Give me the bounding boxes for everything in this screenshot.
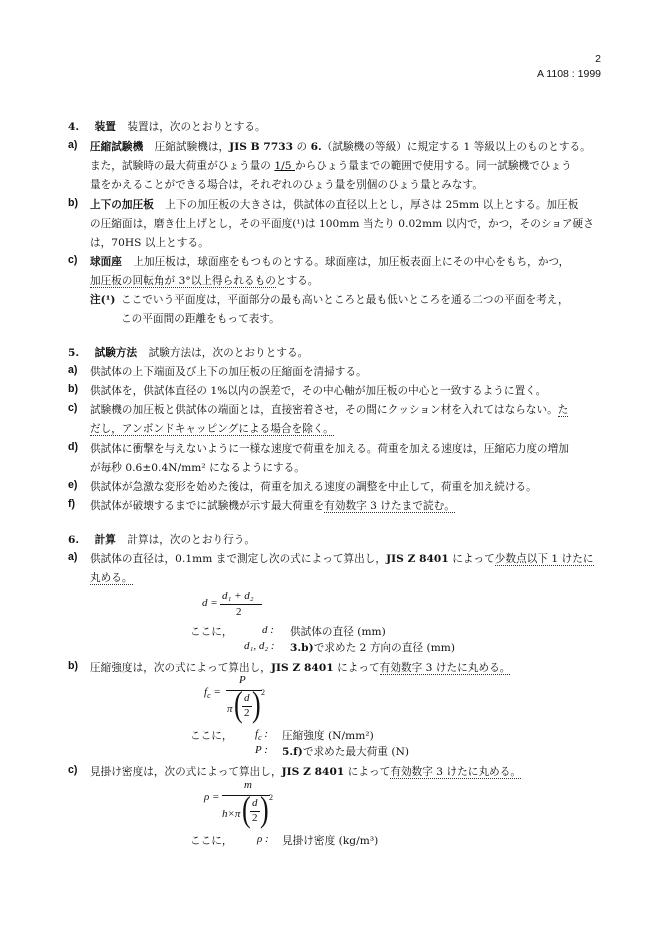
section-title: 装置	[94, 121, 116, 133]
text: 上加圧板は，球面座をもつものとする。球面座は，加圧板表面上にその中心をもち，かつ，	[133, 256, 570, 268]
variable-d1-d2: d₁, d₂ :	[244, 640, 275, 652]
colon: :	[261, 728, 269, 740]
section-4-heading	[68, 119, 266, 134]
item-title: 球面座	[90, 256, 122, 268]
text: 供試体の直径は，0.1mm まで測定し次の式によって算出し，	[90, 553, 387, 565]
item-4a-line-1	[90, 139, 591, 154]
text: 圧縮試験機は，	[154, 141, 230, 153]
variable-fc-description: 圧縮強度 (N/mm²)	[282, 730, 374, 742]
note-mark: 注(¹)	[90, 294, 116, 306]
text: （試験機の等級）に規定する 1 等級以上のものとする。	[321, 141, 591, 153]
left-paren: (	[234, 684, 243, 725]
section-intro: 装置は，次のとおりとする。	[127, 121, 266, 133]
equals-sign: =	[213, 686, 221, 698]
item-5b: 供試体を，供試体直径の 1%以内の誤差で，その中心軸が加圧板の中心と一致するように置く。	[90, 385, 547, 397]
fraction-bar	[220, 604, 262, 605]
item-mark: f)	[68, 498, 76, 510]
where-label: ここに，	[190, 835, 233, 847]
text: また，試験時の最大荷重がひょう量の	[90, 160, 275, 172]
where-label: ここに，	[190, 730, 233, 742]
item-mark: a)	[68, 139, 78, 151]
item-4a-line-2	[90, 158, 572, 173]
text: で求めた最大荷重 (N)	[302, 746, 410, 758]
item-6a-line-1	[90, 551, 594, 566]
formula-density-numerator: m	[244, 779, 252, 791]
variable-fc	[255, 728, 268, 742]
inner-d: d	[252, 797, 258, 809]
exponent: 2	[269, 793, 273, 802]
item-title: 上下の加圧板	[90, 199, 154, 211]
standard-ref: JIS B 7733	[229, 141, 294, 153]
symbol-f: f	[255, 728, 259, 740]
subscript: c	[207, 691, 211, 701]
item-4a-line-3: 量をかえることができる場合は，それぞれのひょう量を別個のひょう量とみなす。	[90, 179, 483, 191]
item-title: 圧縮試験機	[90, 141, 144, 153]
item-mark: c)	[68, 402, 78, 414]
item-4c-line-2	[90, 273, 318, 288]
subscript: c	[258, 733, 262, 743]
right-paren: )	[260, 789, 269, 830]
section-number: 4.	[68, 121, 80, 133]
text: とする。	[275, 275, 319, 287]
item-mark: b)	[68, 660, 78, 672]
right-paren: )	[252, 684, 261, 725]
standard-ref: JIS Z 8401	[281, 766, 345, 778]
section-5-heading	[68, 345, 308, 360]
symbol-f: f	[204, 686, 208, 698]
item-mark: d)	[68, 441, 78, 453]
item-4c-line-1	[90, 254, 569, 269]
item-4b-line-2: の圧縮面は，磨き仕上げとし，その平面度(¹)は 100mm 当たり 0.02mm 以内で，かつ，そのショア硬さ	[90, 218, 594, 230]
item-5f	[90, 498, 455, 513]
underlined-text: 1/5	[274, 160, 295, 172]
item-5d-line-1: 供試体に衝撃を与えないように一様な速度で荷重を加える。荷重を加える速度は，圧縮応力度の増加	[90, 443, 569, 455]
text: によって	[448, 553, 495, 565]
formula-diameter-lhs: d =	[202, 597, 218, 609]
section-number: 6.	[68, 534, 80, 546]
item-5d-line-2: が毎秒 0.6±0.4N/mm² になるようにする。	[90, 462, 305, 474]
exponent: 2	[261, 688, 265, 697]
variable-d1-d2-description	[290, 640, 455, 655]
formula-diameter-numerator: d₁ + d₂	[222, 590, 254, 602]
item-6a-line-2	[90, 570, 133, 585]
section-intro: 試験方法は，次のとおりとする。	[148, 347, 309, 359]
clause-ref: 3.b)	[290, 642, 314, 654]
underlined-text: 丸める。	[90, 572, 133, 584]
pi-symbol: π	[227, 703, 233, 715]
text: 供試体が破壊するまでに試験機が示す最大荷重を	[90, 500, 325, 512]
clause-ref: 6.	[310, 141, 322, 153]
text: からひょう量までの範囲で使用する。同一試験機でひょう	[295, 160, 572, 172]
text: によって	[333, 662, 380, 674]
item-mark: b)	[68, 197, 78, 209]
underlined-text: 少数点以下 1 けたに	[494, 553, 594, 565]
text: によって	[344, 766, 391, 778]
note-line-1: ここでいう平面度は，平面部分の最も高いところと最も低いところを通る二つの平面を考え，	[121, 294, 569, 306]
section-number: 5.	[68, 347, 80, 359]
formula-strength-numerator: P	[239, 674, 246, 686]
formula-density-lhs: ρ =	[204, 791, 220, 803]
variable-d: d :	[262, 624, 274, 636]
item-5c-line-2	[90, 421, 334, 436]
section-intro: 計算は，次のとおり行う。	[127, 534, 256, 546]
variable-p: P :	[255, 744, 268, 756]
underlined-text: だし，アンボンドキャッピングによる場合を除く。	[90, 423, 334, 435]
standard-ref: JIS Z 8401	[270, 662, 334, 674]
note-line-2: この平面間の距離をもって表す。	[121, 313, 280, 325]
item-5c-line-1	[90, 402, 568, 417]
formula-strength-lhs	[204, 686, 221, 700]
item-mark: c)	[68, 254, 78, 266]
text: で求めた 2 方向の直径 (mm)	[313, 642, 456, 654]
text: 見掛け密度は，次の式によって算出し，	[90, 766, 282, 778]
item-mark: e)	[68, 479, 78, 491]
clause-ref: 5.f)	[282, 746, 303, 758]
left-paren: (	[242, 789, 251, 830]
underlined-text: た	[557, 404, 569, 416]
variable-rho: ρ :	[257, 833, 269, 845]
underlined-text: 有効数字 3 けたに丸める。	[379, 662, 511, 674]
item-mark: a)	[68, 364, 78, 376]
underlined-text: 加圧板の回転角が 3°以上得られるもの	[90, 275, 276, 287]
item-4b-line-1	[90, 197, 578, 212]
variable-rho-description: 見掛け密度 (kg/m³)	[282, 835, 379, 847]
text: 上下の加圧板の大きさは，供試体の直径以上とし，厚さは 25mm 以上とする。加圧板	[165, 199, 579, 211]
item-5a: 供試体の上下端面及び上下の加圧板の圧縮面を清掃する。	[90, 366, 367, 378]
item-mark: c)	[68, 764, 78, 776]
item-5e: 供試体が急激な変形を始めた後は，荷重を加える速度の調整を中止して，荷重を加え続ける。	[90, 481, 537, 493]
underlined-text: 有効数字 3 けたまで読む。	[324, 500, 455, 512]
standard-ref: JIS Z 8401	[386, 553, 449, 565]
standard-code: A 1108 : 1999	[536, 68, 601, 80]
inner-d: d	[244, 692, 250, 704]
formula-diameter-denominator: 2	[236, 606, 242, 618]
text: の	[293, 141, 311, 153]
text: 試験機の加圧板と供試体の端面とは，直接密着させ，その間にクッション材を入れてはならない。	[90, 404, 558, 416]
underlined-text: 有効数字 3 けたに丸める。	[390, 766, 522, 778]
h-times-pi: h×π	[222, 808, 241, 820]
where-label: ここに，	[190, 626, 233, 638]
item-mark: a)	[68, 551, 78, 563]
variable-d-description: 供試体の直径 (mm)	[290, 626, 386, 638]
item-6c-line-1	[90, 764, 521, 779]
page-number: 2	[595, 53, 601, 65]
inner-two: 2	[252, 812, 258, 824]
item-6b-line-1	[90, 660, 510, 675]
section-6-heading	[68, 532, 255, 547]
item-mark: b)	[68, 383, 78, 395]
section-title: 計算	[94, 534, 116, 546]
variable-p-description	[282, 744, 409, 759]
section-title: 試験方法	[94, 347, 138, 359]
text: 圧縮強度は，次の式によって算出し，	[90, 662, 271, 674]
inner-two: 2	[244, 707, 250, 719]
item-4b-line-3: は，70HS 以上とする。	[90, 237, 209, 249]
